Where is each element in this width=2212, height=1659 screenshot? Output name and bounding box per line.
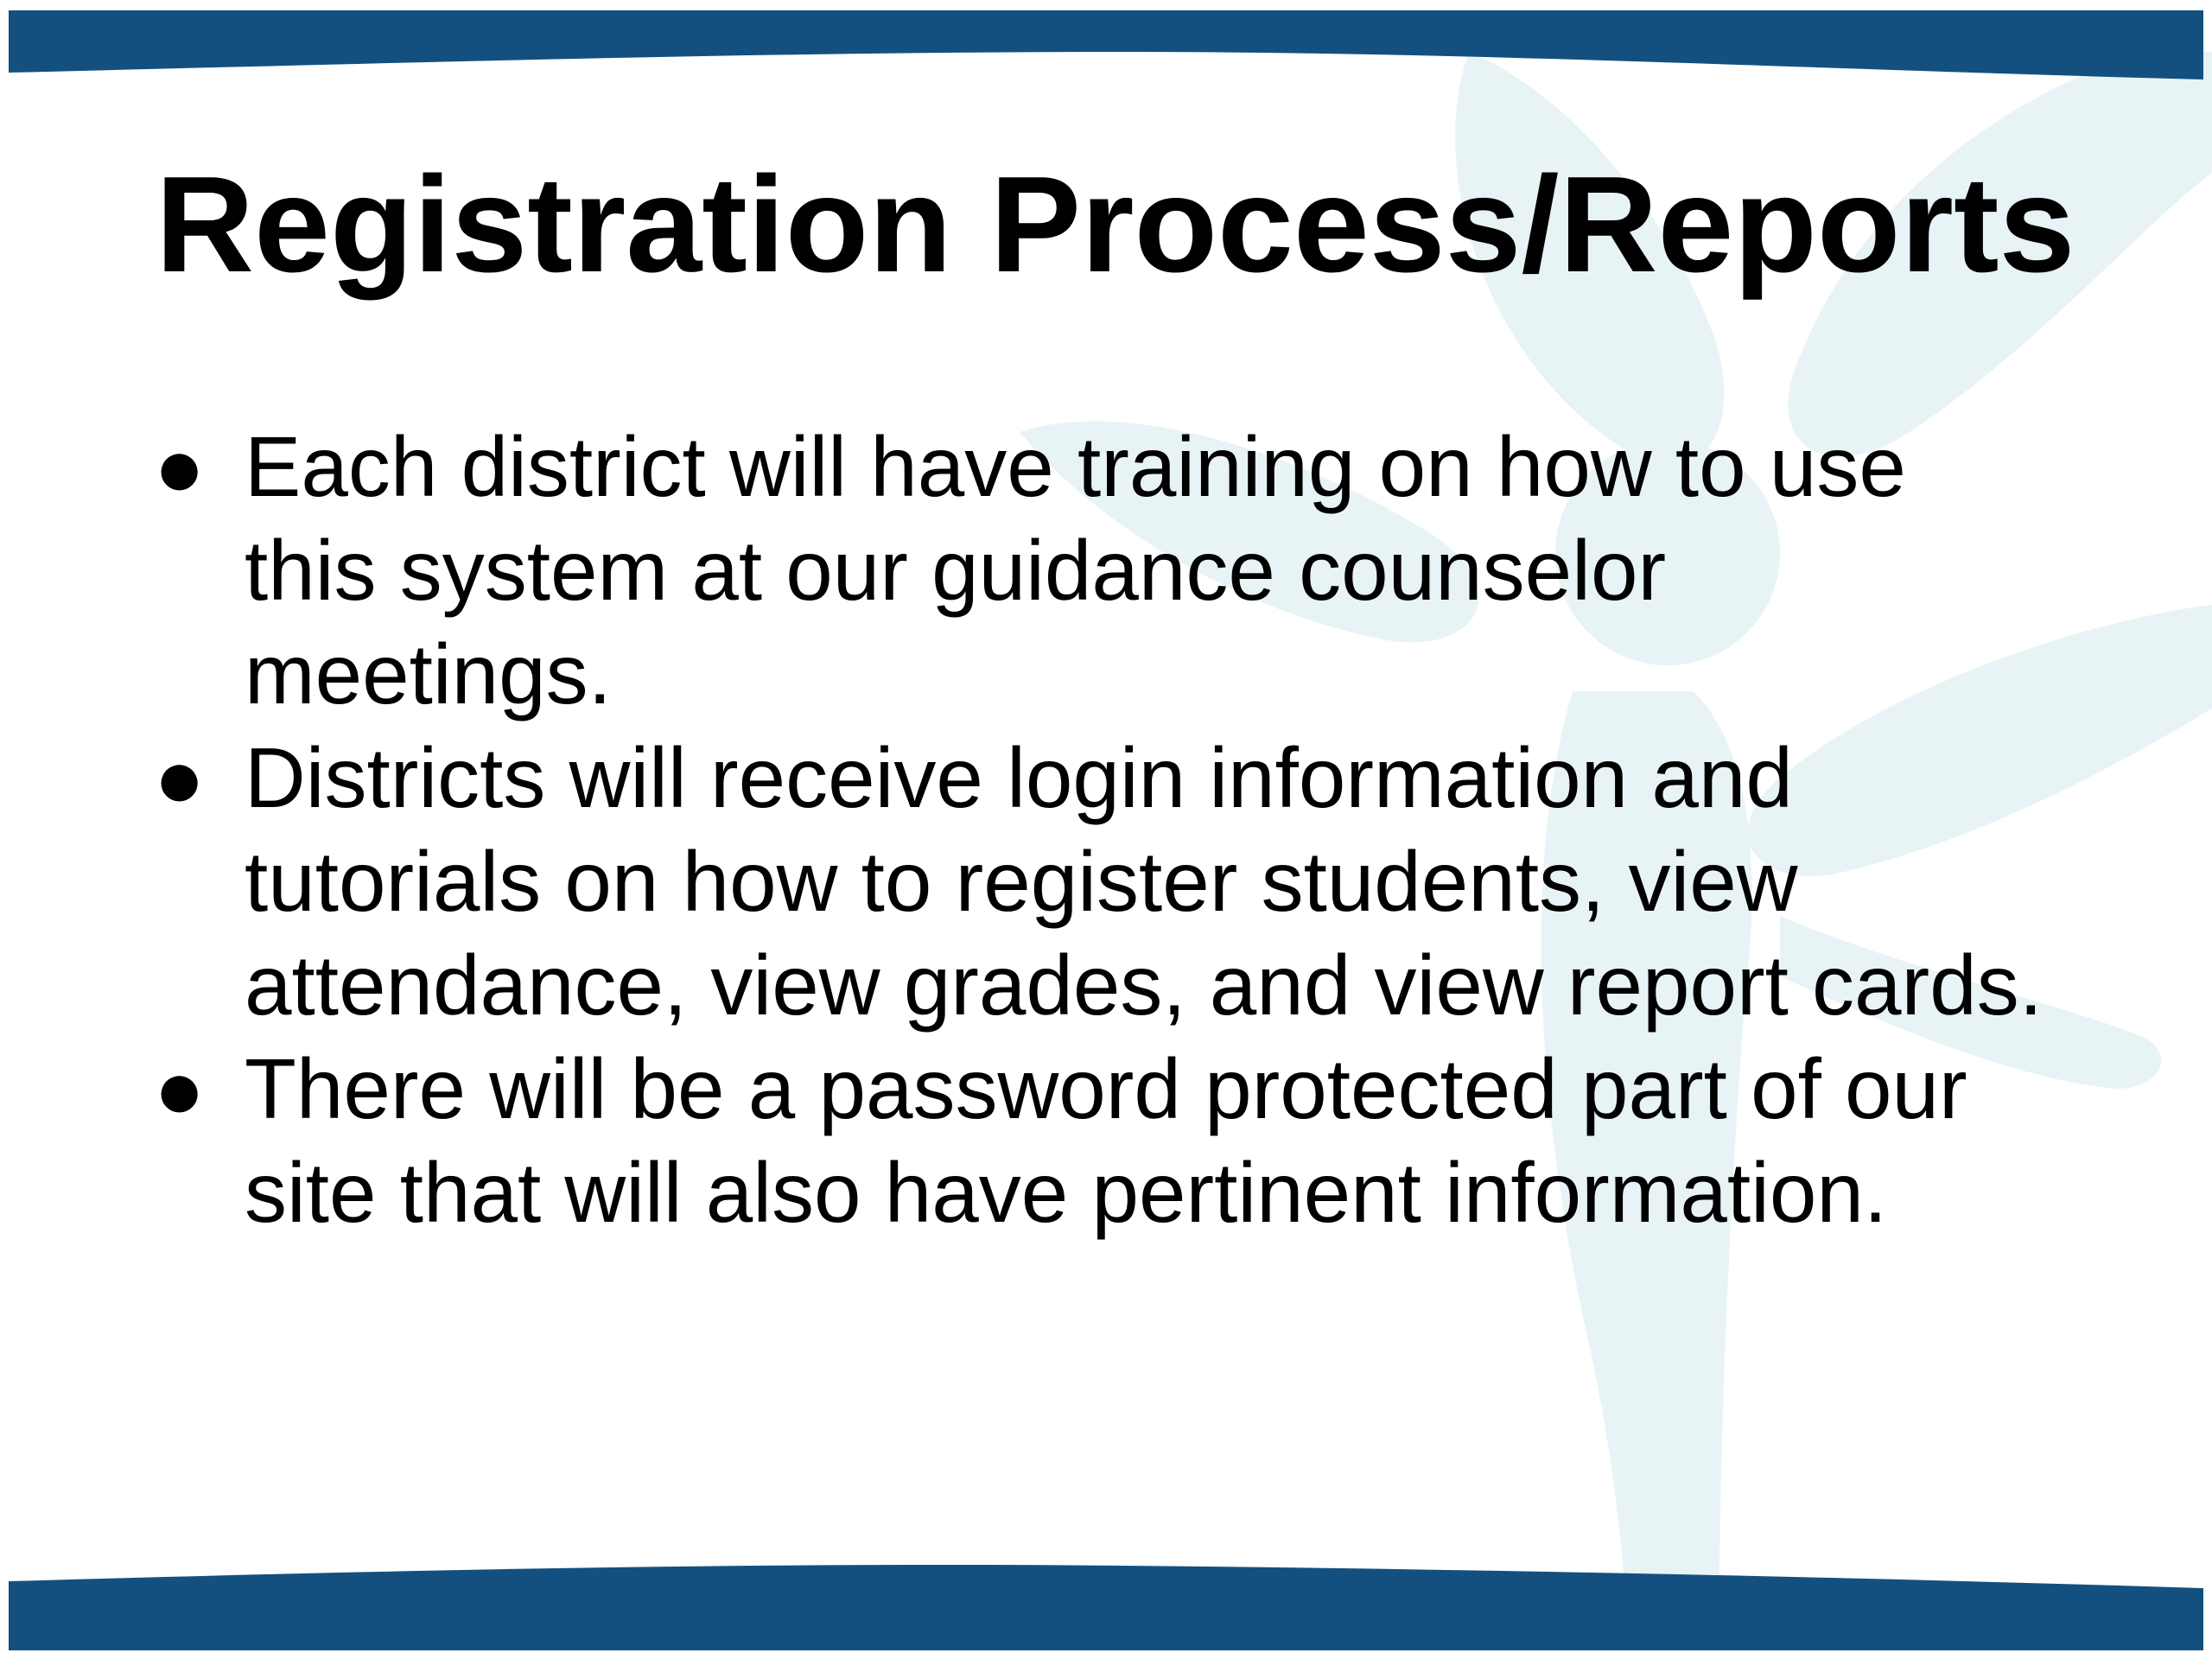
slide-title: Registration Process/Reports bbox=[156, 149, 2075, 301]
bullet-text-line: tutorials on how to register students, view bbox=[245, 834, 1798, 929]
bullet-text-line: this system at our guidance counselor bbox=[245, 523, 1667, 618]
bullet-text-line: There will be a password protected part of our bbox=[245, 1041, 1967, 1136]
bullet-text-line: meetings. bbox=[245, 626, 612, 721]
bullet-dot-icon: ● bbox=[154, 419, 206, 514]
bullet-list bbox=[145, 415, 2098, 1244]
bullet-text-line: attendance, view grades, and view report cards. bbox=[245, 938, 2043, 1033]
top-band bbox=[9, 10, 2203, 79]
bottom-band bbox=[9, 1565, 2203, 1650]
bullet-item bbox=[145, 415, 2098, 726]
bullet-text-line: site that will also have pertinent information. bbox=[245, 1145, 1888, 1240]
bullet-item bbox=[145, 726, 2098, 1037]
bullet-dot-icon: ● bbox=[154, 730, 206, 825]
bullet-item bbox=[145, 1037, 2098, 1244]
bullet-text-line: Districts will receive login information and bbox=[245, 730, 1793, 825]
bullet-text-line: Each district will have training on how to use bbox=[245, 419, 1906, 514]
bullet-dot-icon: ● bbox=[154, 1041, 206, 1136]
